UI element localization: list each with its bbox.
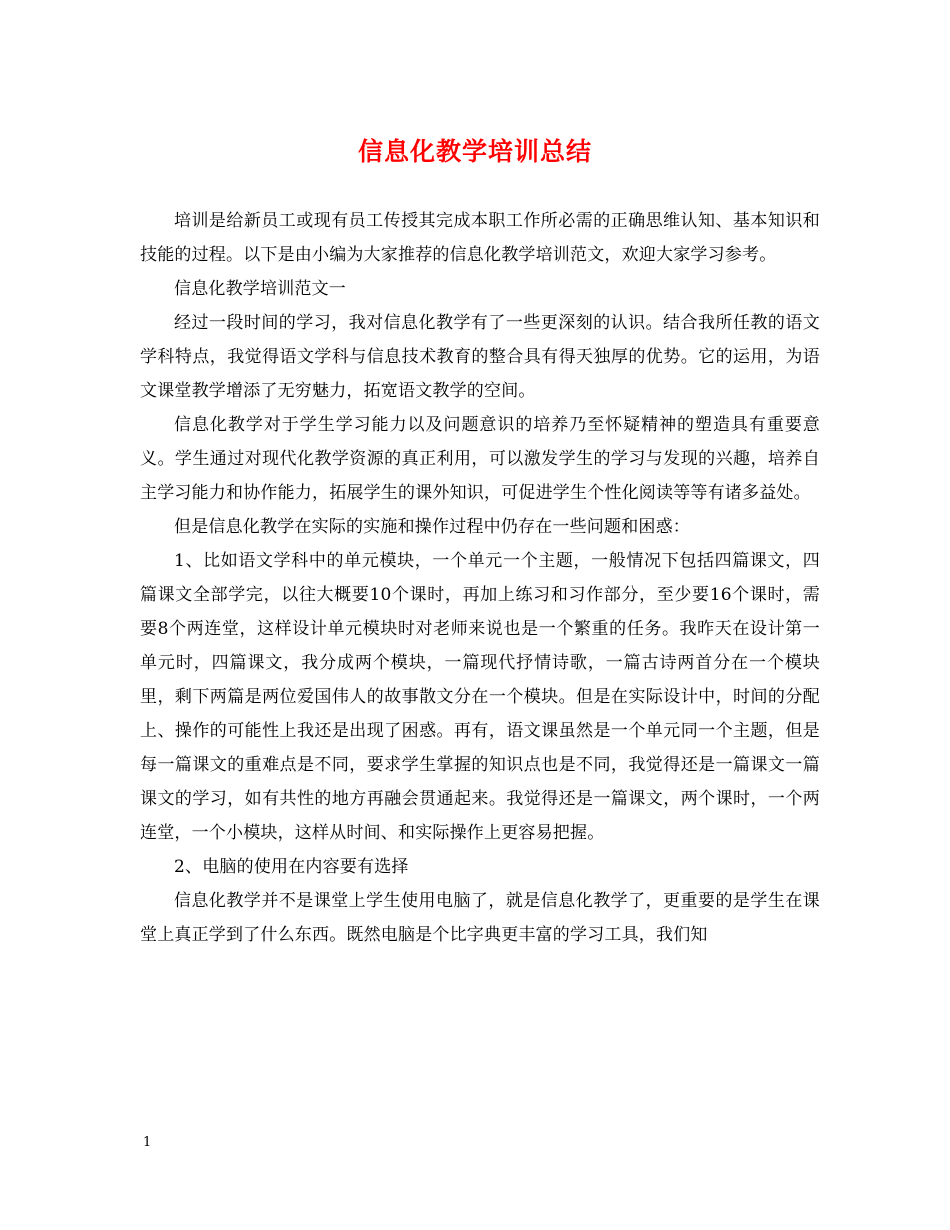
document-body [140,204,820,952]
page-number: 1 [143,1135,152,1150]
document-title: 信息化教学培训总结 [357,137,592,166]
paragraph-point-2: 2、电脑的使用在内容要有选择 [174,857,409,877]
paragraph: 信息化教学对于学生学习能力以及问题意识的培养乃至怀疑精神的塑造具有重要意义。学生通过对现代化教学资源的真正利用，可以激发学生的学习与发现的兴趣，培养自主学习能力和协作能力，拓展学生的课外知识，可促进学生个性化阅读等等有诸多益处。 [140,415,820,503]
paragraph-intro: 培训是给新员工或现有员工传授其完成本职工作所必需的正确思维认知、基本知识和技能的过程。以下是由小编为大家推荐的信息化教学培训范文，欢迎大家学习参考。 [140,211,820,265]
paragraph: 但是信息化教学在实际的实施和操作过程中仍存在一些问题和困惑： [174,517,690,537]
paragraph: 信息化教学并不是课堂上学生使用电脑了，就是信息化教学了，更重要的是学生在课堂上真正学到了什么东西。既然电脑是个比字典更丰富的学习工具，我们知 [140,891,820,945]
paragraph: 经过一段时间的学习，我对信息化教学有了一些更深刻的认识。结合我所任教的语文学科特点，我觉得语文学科与信息技术教育的整合具有得天独厚的优势。它的运用，为语文课堂教学增添了无穷魅力，拓宽语文教学的空间。 [140,313,820,401]
paragraph-point-1: 1、比如语文学科中的单元模块，一个单元一个主题，一般情况下包括四篇课文，四篇课文全部学完，以往大概要10个课时，再加上练习和习作部分，至少要16个课时，需要8个两连堂，这样设计单元模块时对老师来说也是一个繁重的任务。我昨天在设计第一单元时，四篇课文，我分成两个模块，一篇现代抒情诗歌，一篇古诗两首分在一个模块里，剩下两篇是两位爱国伟人的故事散文分在一个模块。但是在实际设计中，时间的分配上、操作的可能性上我还是出现了困惑。再有，语文课虽然是一个单元同一个主题，但是每一篇课文的重难点是不同，要求学生掌握的知识点也是不同，我觉得还是一篇课文一篇课文的学习，如有共性的地方再融会贯通起来。我觉得还是一篇课文，两个课时，一个两连堂，一个小模块，这样从时间、和实际操作上更容易把握。 [140,551,820,843]
paragraph-section-heading: 信息化教学培训范文一 [174,279,346,299]
